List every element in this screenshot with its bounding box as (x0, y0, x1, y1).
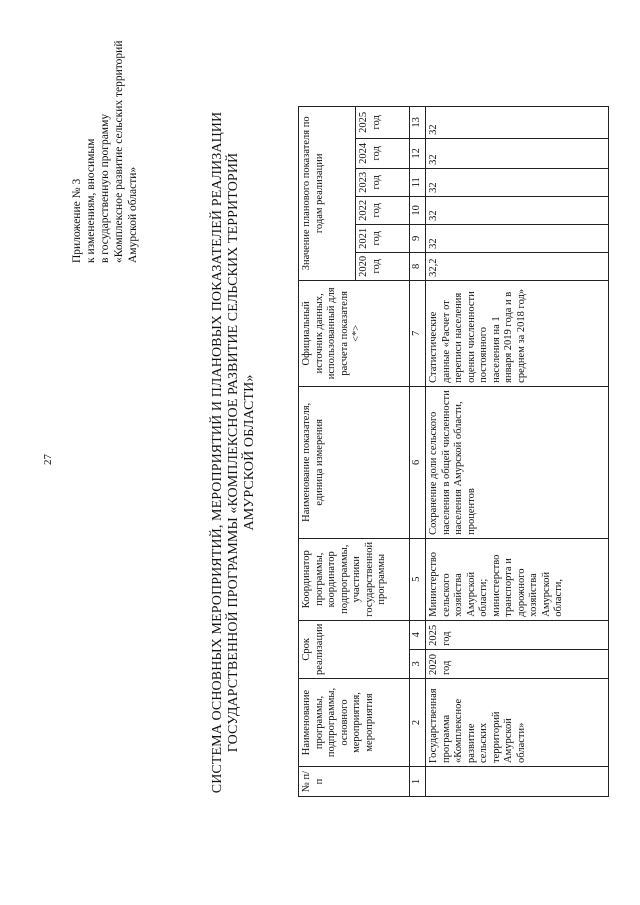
row-value: 32,2 (426, 252, 609, 280)
column-number: 6 (410, 386, 426, 538)
column-number: 11 (410, 168, 426, 196)
page-number: 27 (42, 454, 54, 465)
appendix-line: Приложение № 3 (71, 178, 83, 263)
row-source: Статистические данные «Расчет от переписи населения оценки численности постоянного населения на 1 января 2019 года и в среднем за 2018 год» (426, 280, 609, 386)
column-number: 4 (410, 620, 426, 649)
header-year: 2024 год (356, 138, 410, 168)
row-indicator: Сохранение доли сельского населения в общей численности населения Амурской области, процентов (426, 386, 609, 538)
column-number: 7 (410, 280, 426, 386)
column-number: 1 (410, 767, 426, 797)
header-year: 2023 год (356, 168, 410, 196)
header-year: 2020 год (356, 252, 410, 280)
column-number: 10 (410, 196, 426, 224)
appendix-line: в государственную программу (99, 113, 111, 263)
row-term-end: 2025 год (426, 620, 609, 649)
row-program: Государственная программа «Комплексное развитие сельских территорий Амурской области» (426, 679, 609, 767)
column-number: 13 (410, 106, 426, 138)
column-numbers-row (410, 106, 426, 796)
indicators-table (298, 106, 609, 797)
row-term-start: 2020 год (426, 649, 609, 678)
column-number: 2 (410, 679, 426, 767)
appendix-line: Амурской области» (127, 166, 139, 263)
header-source: Официальный источник данных, использованный для расчета показателя <*> (299, 280, 410, 386)
header-year: 2022 год (356, 196, 410, 224)
header-year: 2021 год (356, 224, 410, 252)
column-number: 12 (410, 138, 426, 168)
header-num: № п/п (299, 767, 410, 797)
row-value: 32 (426, 106, 609, 138)
appendix-line: к изменениям, вносимым (85, 138, 97, 263)
column-number: 3 (410, 649, 426, 678)
header-plan: Значение планового показателя по годам реализации (299, 106, 356, 280)
appendix-note (70, 41, 140, 264)
row-value: 32 (426, 196, 609, 224)
row-coordinator: Министерство сельского хозяйства Амурской области; министерство транспорта и дорожного хозяйства Амурской области, (426, 538, 609, 620)
header-coordinator: Координатор программы, координатор подпрограммы, участники государственной программы (299, 538, 410, 620)
title-line: АМУРСКОЙ ОБЛАСТИ» (242, 374, 257, 531)
column-number: 8 (410, 252, 426, 280)
row-num (426, 767, 609, 797)
row-value: 32 (426, 138, 609, 168)
table-row (426, 106, 609, 796)
header-year: 2025 год (356, 106, 410, 138)
appendix-line: «Комплексное развитие сельских территорий (113, 40, 125, 263)
row-value: 32 (426, 168, 609, 196)
row-value: 32 (426, 224, 609, 252)
title-line: ГОСУДАРСТВЕННОЙ ПРОГРАММЫ «КОМПЛЕКСНОЕ РАЗВИТИЕ СЕЛЬСКИХ ТЕРРИТОРИЙ (226, 152, 241, 753)
header-row (299, 106, 356, 796)
column-number: 9 (410, 224, 426, 252)
title-line: СИСТЕМА ОСНОВНЫХ МЕРОПРИЯТИЙ, МЕРОПРИЯТИЙ И ПЛАНОВЫХ ПОКАЗАТЕЛЕЙ РЕАЛИЗАЦИИ (210, 111, 225, 794)
header-term: Срок реализации (299, 620, 410, 678)
document-title (210, 0, 258, 905)
column-number: 5 (410, 538, 426, 620)
header-indicator: Наименование показателя, единица измерения (299, 386, 410, 538)
header-program: Наименование программы, подпрограммы, основного мероприятия, мероприятия (299, 679, 410, 767)
